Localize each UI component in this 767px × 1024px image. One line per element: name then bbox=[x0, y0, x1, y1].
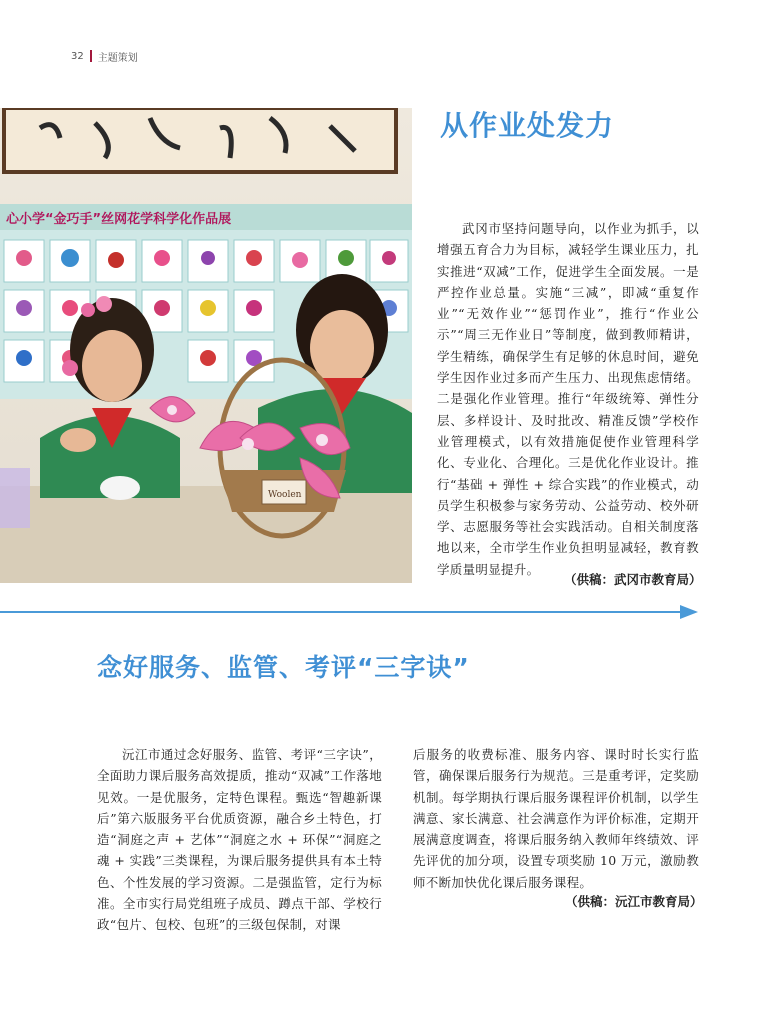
section-label: 主题策划 bbox=[97, 52, 138, 64]
article1-body: 武冈市坚持问题导向，以作业为抓手，以增强五育合力为目标，减轻学生课业压力，扎实推进“双减”工作，促进学生全面发展。一是严控作业总量。实施“三减”，即减“重复作业”“无效作业”“惩罚作业”，推行“作业公示”“周三无作业日”等制度，做到教师精讲，学生精练，确保学生有足够的休息时间，避免学生因作业过多而产生压力、出现焦虑情绪。二是强化作业管理。推行“年级统筹、弹性分层、多样设计、及时批改、精准反馈”学校作业管理模式，以有效措施促使作业管理科学化、专业化、合理化。三是优化作业设计。推行“基础 + 弹性 + 综合实践”的作业模式，动员学生积极参与家务劳动、公益劳动、校外研学、志愿服务等社会实践活动。自相关制度落地以来，全市学生作业负担明显减轻，教育教学质量明显提升。 bbox=[437, 221, 699, 577]
article2-credit: （供稿：沅江市教育局） bbox=[565, 894, 703, 909]
article2-body-column-1: 沅江市通过念好服务、监管、考评“三字诀”，全面助力课后服务高效提质，推动“双减”工作落地见效。一是优服务，定特色课程。甄选“智趣新课后”第六版服务平台优质资源，融合乡土特色，打造“洞庭之声 + 艺体”“洞庭之水 + 环保”“洞庭之魂 + 实践”三类课程，为课后服务提供具有本土特色、个性发展的学习资源。二是强监管，定行为标准。全市实行局党组班子成员、蹲点干部、学校行政“包片、包校、包班”的三级包保制，对课 bbox=[97, 747, 382, 933]
display-banner-text: 心小学“金巧手”丝网花学科学化作品展 bbox=[6, 212, 232, 227]
section-divider-arrow bbox=[0, 604, 700, 620]
header-divider bbox=[90, 50, 92, 62]
article2-title: 念好服务、监管、考评“三字诀” bbox=[97, 653, 470, 682]
basket-tag-text: Woolen bbox=[268, 490, 302, 500]
article2-body-column-2: 后服务的收费标准、服务内容、课时时长实行监管，确保课后服务行为规范。三是重考评，定奖励机制。每学期执行课后服务课程评价机制，以学生满意、家长满意、社会满意作为评价标准，定期开展满意度调查，将课后服务纳入教师年终绩效、评先评优的加分项，设置专项奖励 10 万元，激励教师不断加快优化课后服务课程。 bbox=[413, 747, 699, 890]
page-number: 32 bbox=[71, 50, 84, 62]
article1-credit: （供稿：武冈市教育局） bbox=[564, 572, 702, 587]
page-header bbox=[71, 49, 138, 63]
article1-title: 从作业处发力 bbox=[440, 109, 615, 142]
article-photo bbox=[0, 108, 412, 583]
